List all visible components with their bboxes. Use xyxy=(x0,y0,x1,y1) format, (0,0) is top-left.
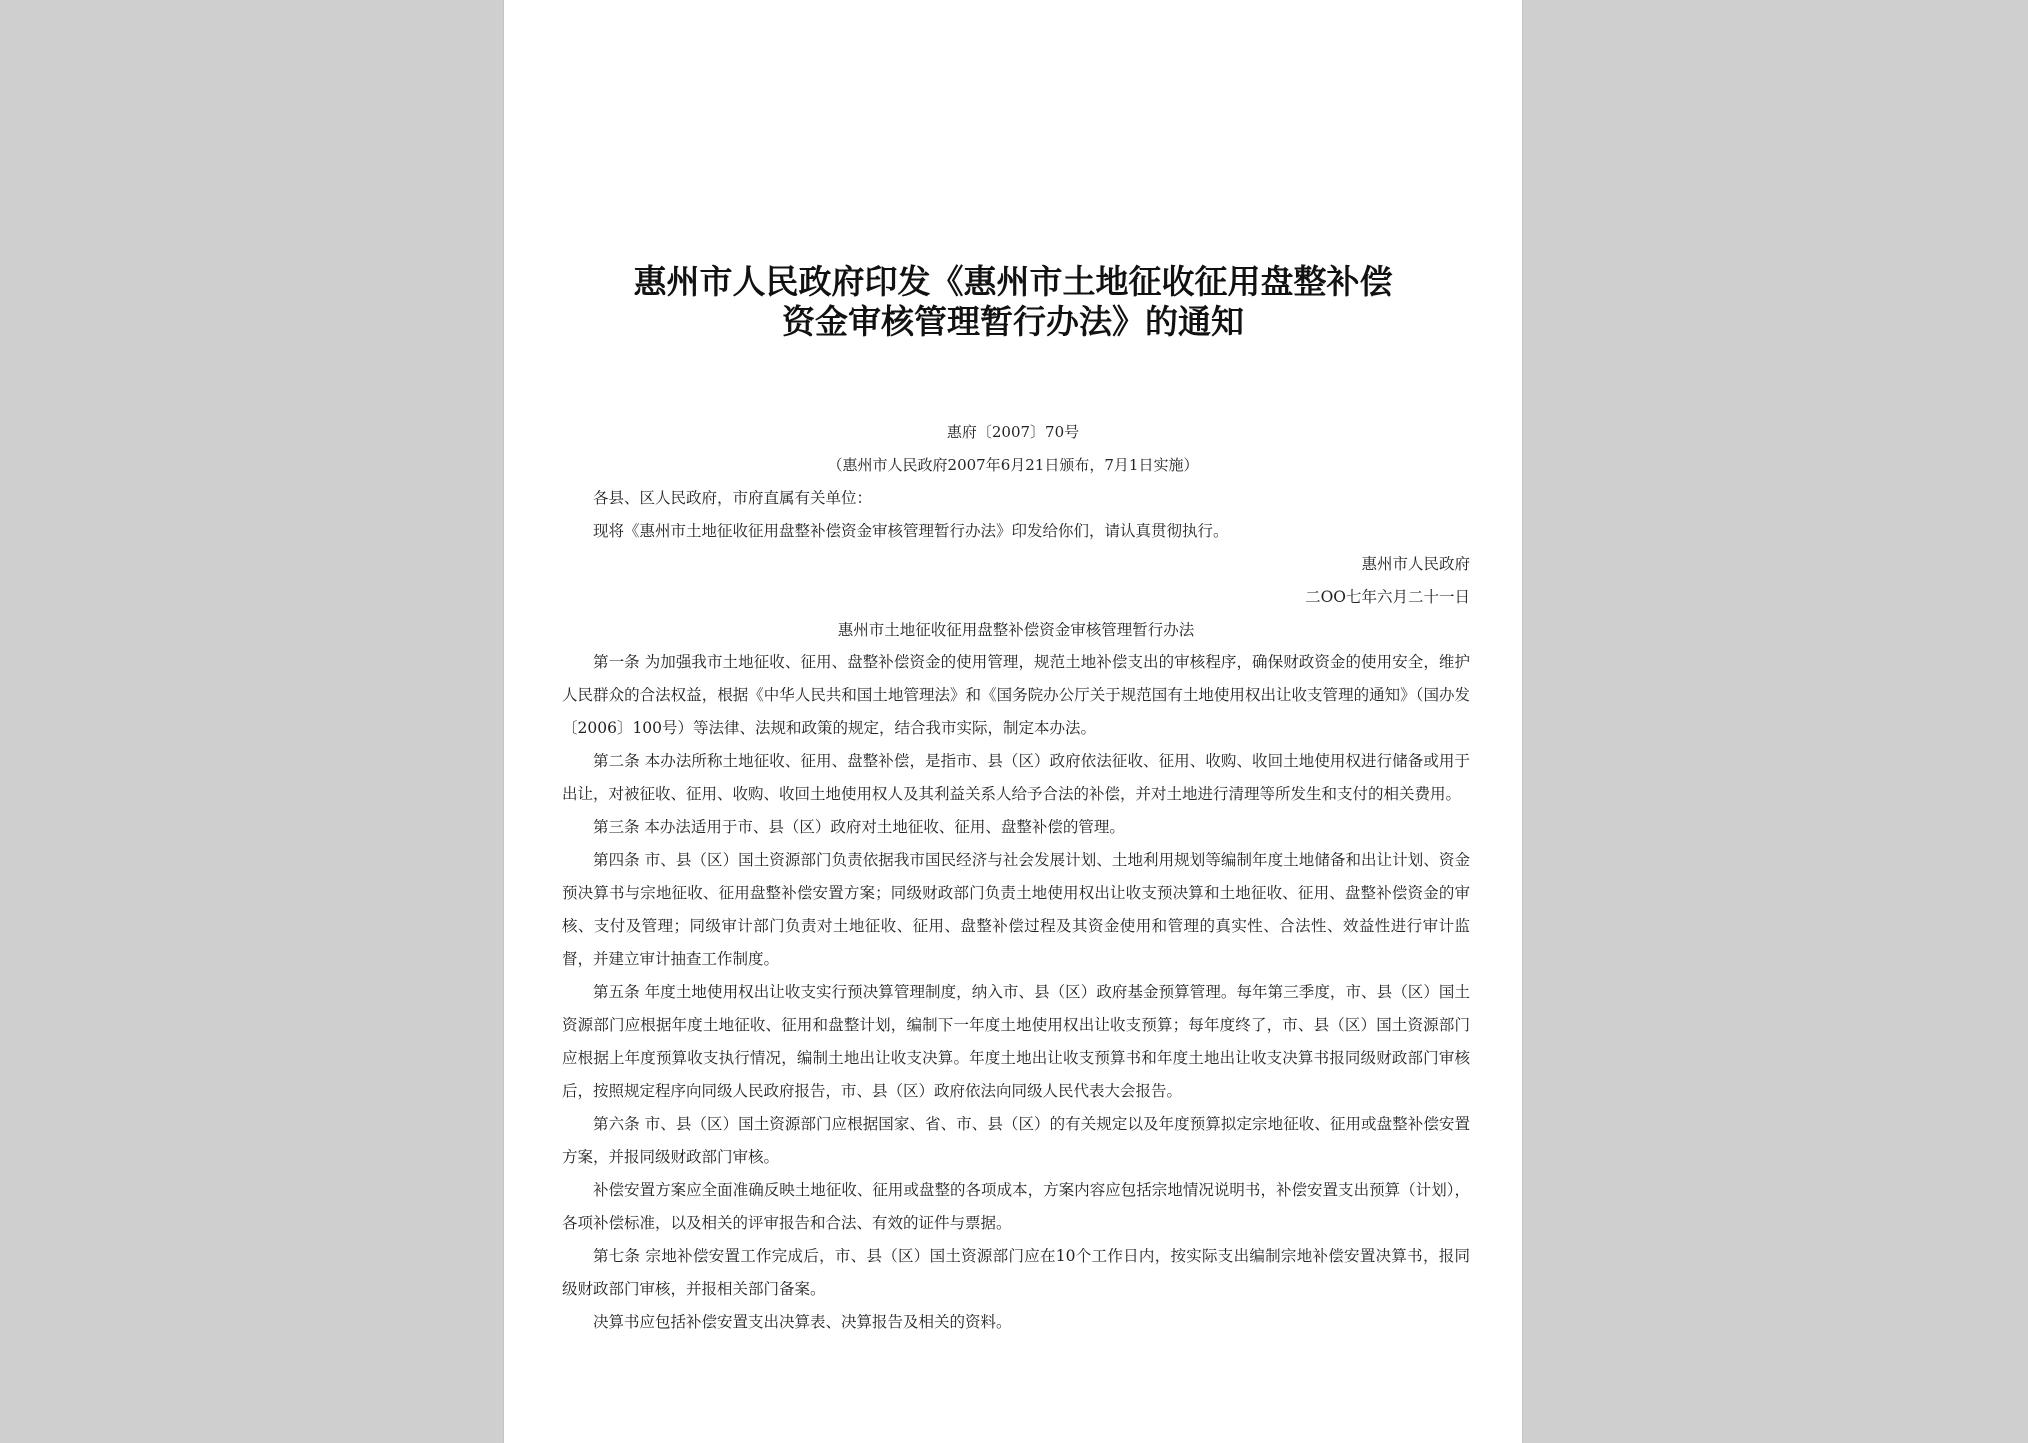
issue-date: 二OO七年六月二十一日 xyxy=(1305,588,1470,606)
article-paragraph: 第二条 本办法所称土地征收、征用、盘整补偿，是指市、县（区）政府依法征收、征用、收购、收回土地使用权进行储备或用于出让，对被征收、征用、收购、收回土地使用权人及其利益关系人给予合法的补偿，并对土地进行清理等所发生和支付的相关费用。 xyxy=(562,752,1470,803)
addressee: 各县、区人民政府，市府直属有关单位： xyxy=(593,489,873,507)
document-title xyxy=(544,262,1482,342)
measures-title: 惠州市土地征收征用盘整补偿资金审核管理暂行办法 xyxy=(837,621,1195,639)
document-page xyxy=(504,0,1522,1443)
article-paragraph: 第三条 本办法适用于市、县（区）政府对土地征收、征用、盘整补偿的管理。 xyxy=(593,818,1125,836)
article-paragraph: 第七条 宗地补偿安置工作完成后，市、县（区）国土资源部门应在10个工作日内，按实际支出编制宗地补偿安置决算书，报同级财政部门审核，并报相关部门备案。 xyxy=(562,1247,1470,1298)
intro-paragraph: 现将《惠州市土地征收征用盘整补偿资金审核管理暂行办法》印发给你们，请认真贯彻执行。 xyxy=(593,522,1229,540)
article-paragraph: 第五条 年度土地使用权出让收支实行预决算管理制度，纳入市、县（区）政府基金预算管理。每年第三季度，市、县（区）国土资源部门应根据年度土地征收、征用和盘整计划，编制下一年度土地使用权出让收支预算；每年度终了，市、县（区）国土资源部门应根据上年度预算收支执行情况，编制土地出让收支决算。年度土地出让收支预算书和年度土地出让收支决算书报同级财政部门审核后，按照规定程序向同级人民政府报告，市、县（区）政府依法向同级人民代表大会报告。 xyxy=(562,983,1470,1100)
title-line-1: 惠州市人民政府印发《惠州市土地征收征用盘整补偿 xyxy=(633,262,1393,301)
article-paragraph: 第四条 市、县（区）国土资源部门负责依据我市国民经济与社会发展计划、土地利用规划等编制年度土地储备和出让计划、资金预决算书与宗地征收、征用盘整补偿安置方案；同级财政部门负责土地使用权出让收支预决算和土地征收、征用、盘整补偿资金的审核、支付及管理；同级审计部门负责对土地征收、征用、盘整补偿过程及其资金使用和管理的真实性、合法性、效益性进行审计监督，并建立审计抽查工作制度。 xyxy=(562,851,1470,968)
article-paragraph: 第一条 为加强我市土地征收、征用、盘整补偿资金的使用管理，规范土地补偿支出的审核程序，确保财政资金的使用安全，维护人民群众的合法权益，根据《中华人民共和国土地管理法》和《国务院办公厅关于规范国有土地使用权出让收支管理的通知》（国办发〔2006〕100号）等法律、法规和政策的规定，结合我市实际，制定本办法。 xyxy=(562,653,1470,737)
measures-body xyxy=(562,646,1470,1339)
issuer-signature: 惠州市人民政府 xyxy=(1361,555,1470,573)
article-paragraph: 补偿安置方案应全面准确反映土地征收、征用或盘整的各项成本，方案内容应包括宗地情况说明书，补偿安置支出预算（计划），各项补偿标准，以及相关的评审报告和合法、有效的证件与票据。 xyxy=(562,1181,1470,1232)
title-line-2: 资金审核管理暂行办法》的通知 xyxy=(782,302,1244,341)
article-paragraph: 第六条 市、县（区）国土资源部门应根据国家、省、市、县（区）的有关规定以及年度预算拟定宗地征收、征用或盘整补偿安置方案，并报同级财政部门审核。 xyxy=(562,1115,1470,1166)
document-number: 惠府〔2007〕70号 xyxy=(946,423,1080,441)
promulgation-note: （惠州市人民政府2007年6月21日颁布，7月1日实施） xyxy=(827,456,1199,474)
article-paragraph: 决算书应包括补偿安置支出决算表、决算报告及相关的资料。 xyxy=(593,1313,1012,1331)
